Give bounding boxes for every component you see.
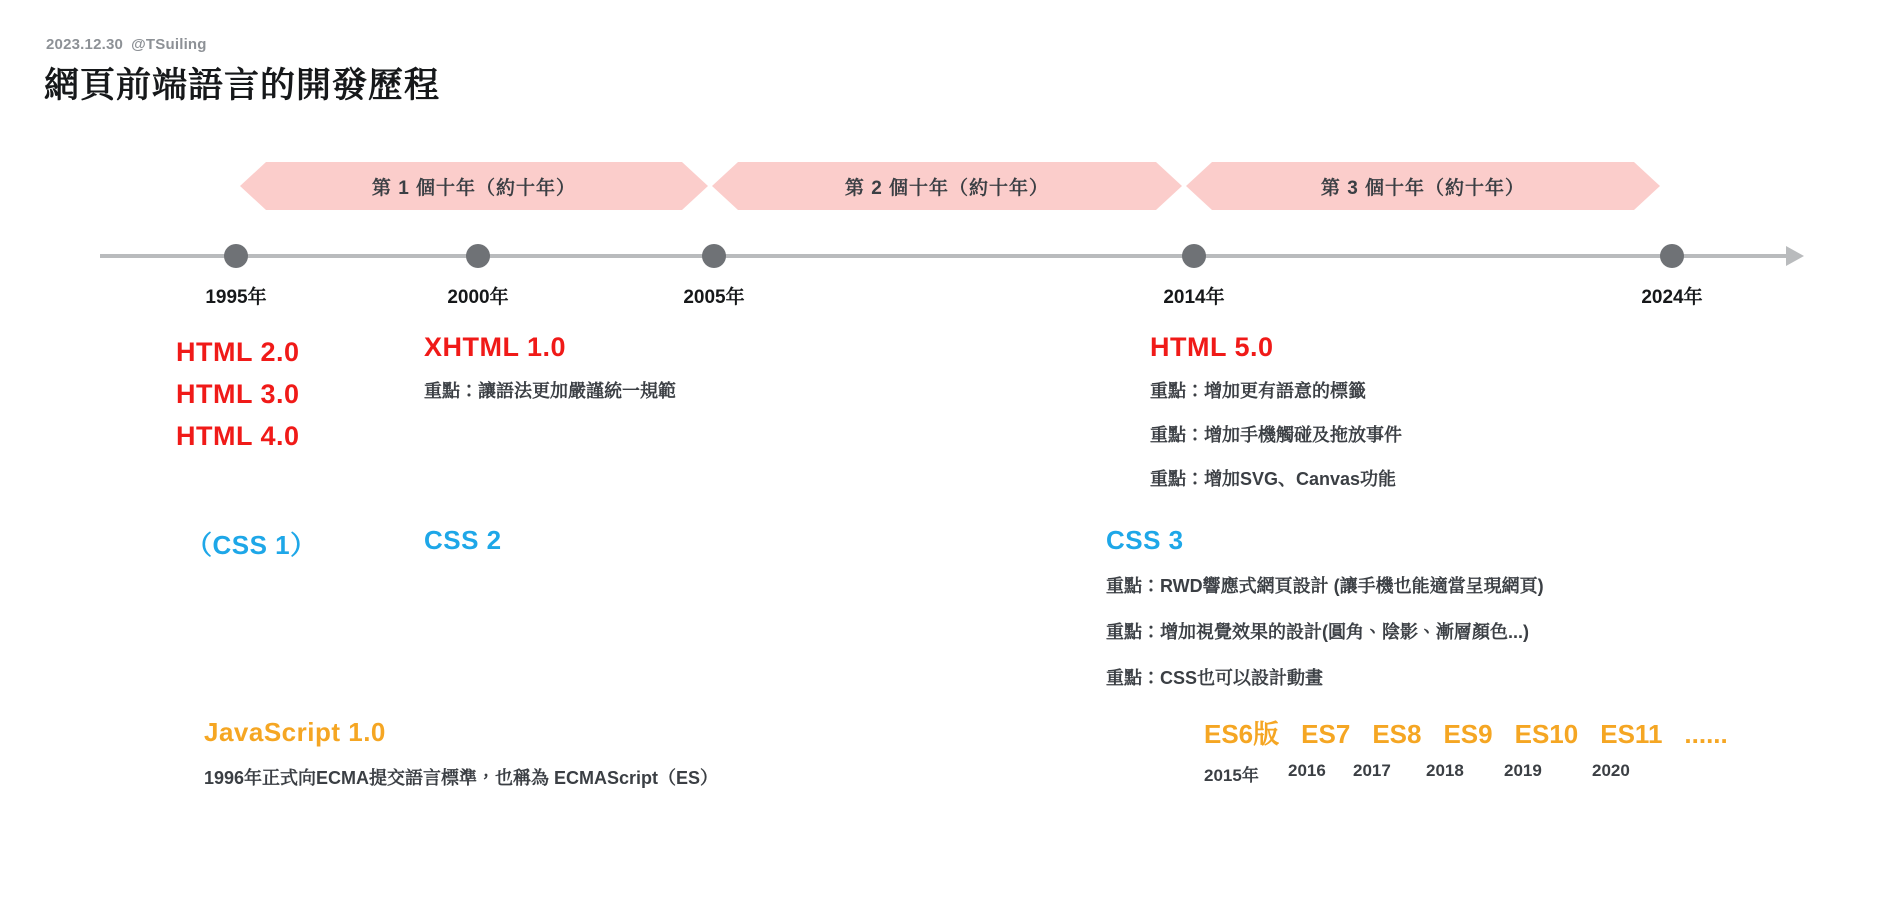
es-year-2020: 2020 [1592, 761, 1630, 780]
es-version-11: ES11 [1600, 719, 1663, 749]
html5-2014-group [1150, 332, 1402, 495]
xhtml-title: XHTML 1.0 [424, 332, 567, 362]
es-year-2017: 2017 [1353, 761, 1391, 780]
html5-title: HTML 5.0 [1150, 332, 1274, 362]
es-version-10: ES10 [1514, 719, 1579, 749]
page-title: 網頁前端語言的開發歷程 [44, 66, 441, 105]
html-version-2: HTML 2.0 [176, 337, 300, 367]
timeline-label-2005: 2005年 [683, 287, 745, 308]
timeline-tick-1995 [224, 244, 248, 268]
timeline-label-1995: 1995年 [205, 287, 267, 308]
css3-note-1: 重點：RWD響應式網頁設計 (讓手機也能適當呈現網頁) [1106, 576, 1544, 596]
css3-note-3: 重點：CSS也可以設計動畫 [1106, 668, 1324, 689]
es-year-2016: 2016 [1288, 761, 1326, 780]
timeline-label-2000: 2000年 [447, 287, 509, 308]
html5-note-1: 重點：增加更有語意的標籤 [1150, 381, 1366, 401]
header-date: 2023.12.30 [46, 36, 124, 53]
html-version-3: HTML 3.0 [176, 378, 300, 409]
html5-note-3: 重點：增加SVG、Canvas功能 [1150, 469, 1397, 490]
header-meta [46, 36, 207, 53]
javascript-group [204, 717, 718, 794]
javascript-note: 1996年正式向ECMA提交語言標準，也稱為 ECMAScript（ES） [204, 768, 719, 788]
html5-note-2: 重點：增加手機觸碰及拖放事件 [1150, 425, 1402, 446]
css1-group [186, 525, 317, 562]
timeline-axis [100, 254, 1790, 258]
timeline-tick-2000 [466, 244, 490, 268]
timeline-tick-2005 [702, 244, 726, 268]
ecmascript-year-row [1204, 761, 1728, 786]
css3-group [1106, 525, 1544, 694]
es-version-more: ...... [1684, 719, 1728, 749]
es-version-7: ES7 [1301, 719, 1351, 749]
es-year-2015: 2015年 [1204, 766, 1259, 785]
decade-arrow-3 [1186, 162, 1660, 210]
css2-title: CSS 2 [424, 525, 502, 555]
timeline-tick-2024 [1660, 244, 1684, 268]
decade-label-3: 第 3 個十年（約十年） [1320, 177, 1526, 199]
ecmascript-version-row [1204, 714, 1728, 751]
es-version-6: ES6版 [1204, 719, 1280, 749]
decade-label-2: 第 2 個十年（約十年） [844, 177, 1050, 199]
es-year-2019: 2019 [1504, 761, 1542, 780]
timeline-tick-2014 [1182, 244, 1206, 268]
es-year-2018: 2018 [1426, 761, 1464, 780]
decade-label-1: 第 1 個十年（約十年） [371, 177, 577, 199]
css1-title: （CSS 1） [186, 530, 317, 560]
ecmascript-group [1204, 714, 1728, 786]
css2-group [424, 525, 502, 556]
html-1995-group [176, 332, 300, 458]
xhtml-2000-group [424, 332, 676, 407]
es-version-9: ES9 [1443, 719, 1493, 749]
javascript-title: JavaScript 1.0 [204, 717, 386, 747]
html-version-4: HTML 4.0 [176, 420, 300, 451]
xhtml-note: 重點：讓語法更加嚴謹統一規範 [424, 381, 676, 401]
es-version-8: ES8 [1372, 719, 1422, 749]
decade-arrow-1 [240, 162, 708, 210]
timeline-arrow-icon [1786, 246, 1804, 266]
timeline-label-2024: 2024年 [1641, 287, 1703, 308]
header-handle: @TSuiling [131, 36, 207, 53]
css3-note-2: 重點：增加視覺效果的設計(圓角、陰影、漸層顏色...) [1106, 622, 1529, 643]
timeline-label-2014: 2014年 [1163, 287, 1225, 308]
decade-arrow-2 [712, 162, 1182, 210]
css3-title: CSS 3 [1106, 525, 1184, 555]
